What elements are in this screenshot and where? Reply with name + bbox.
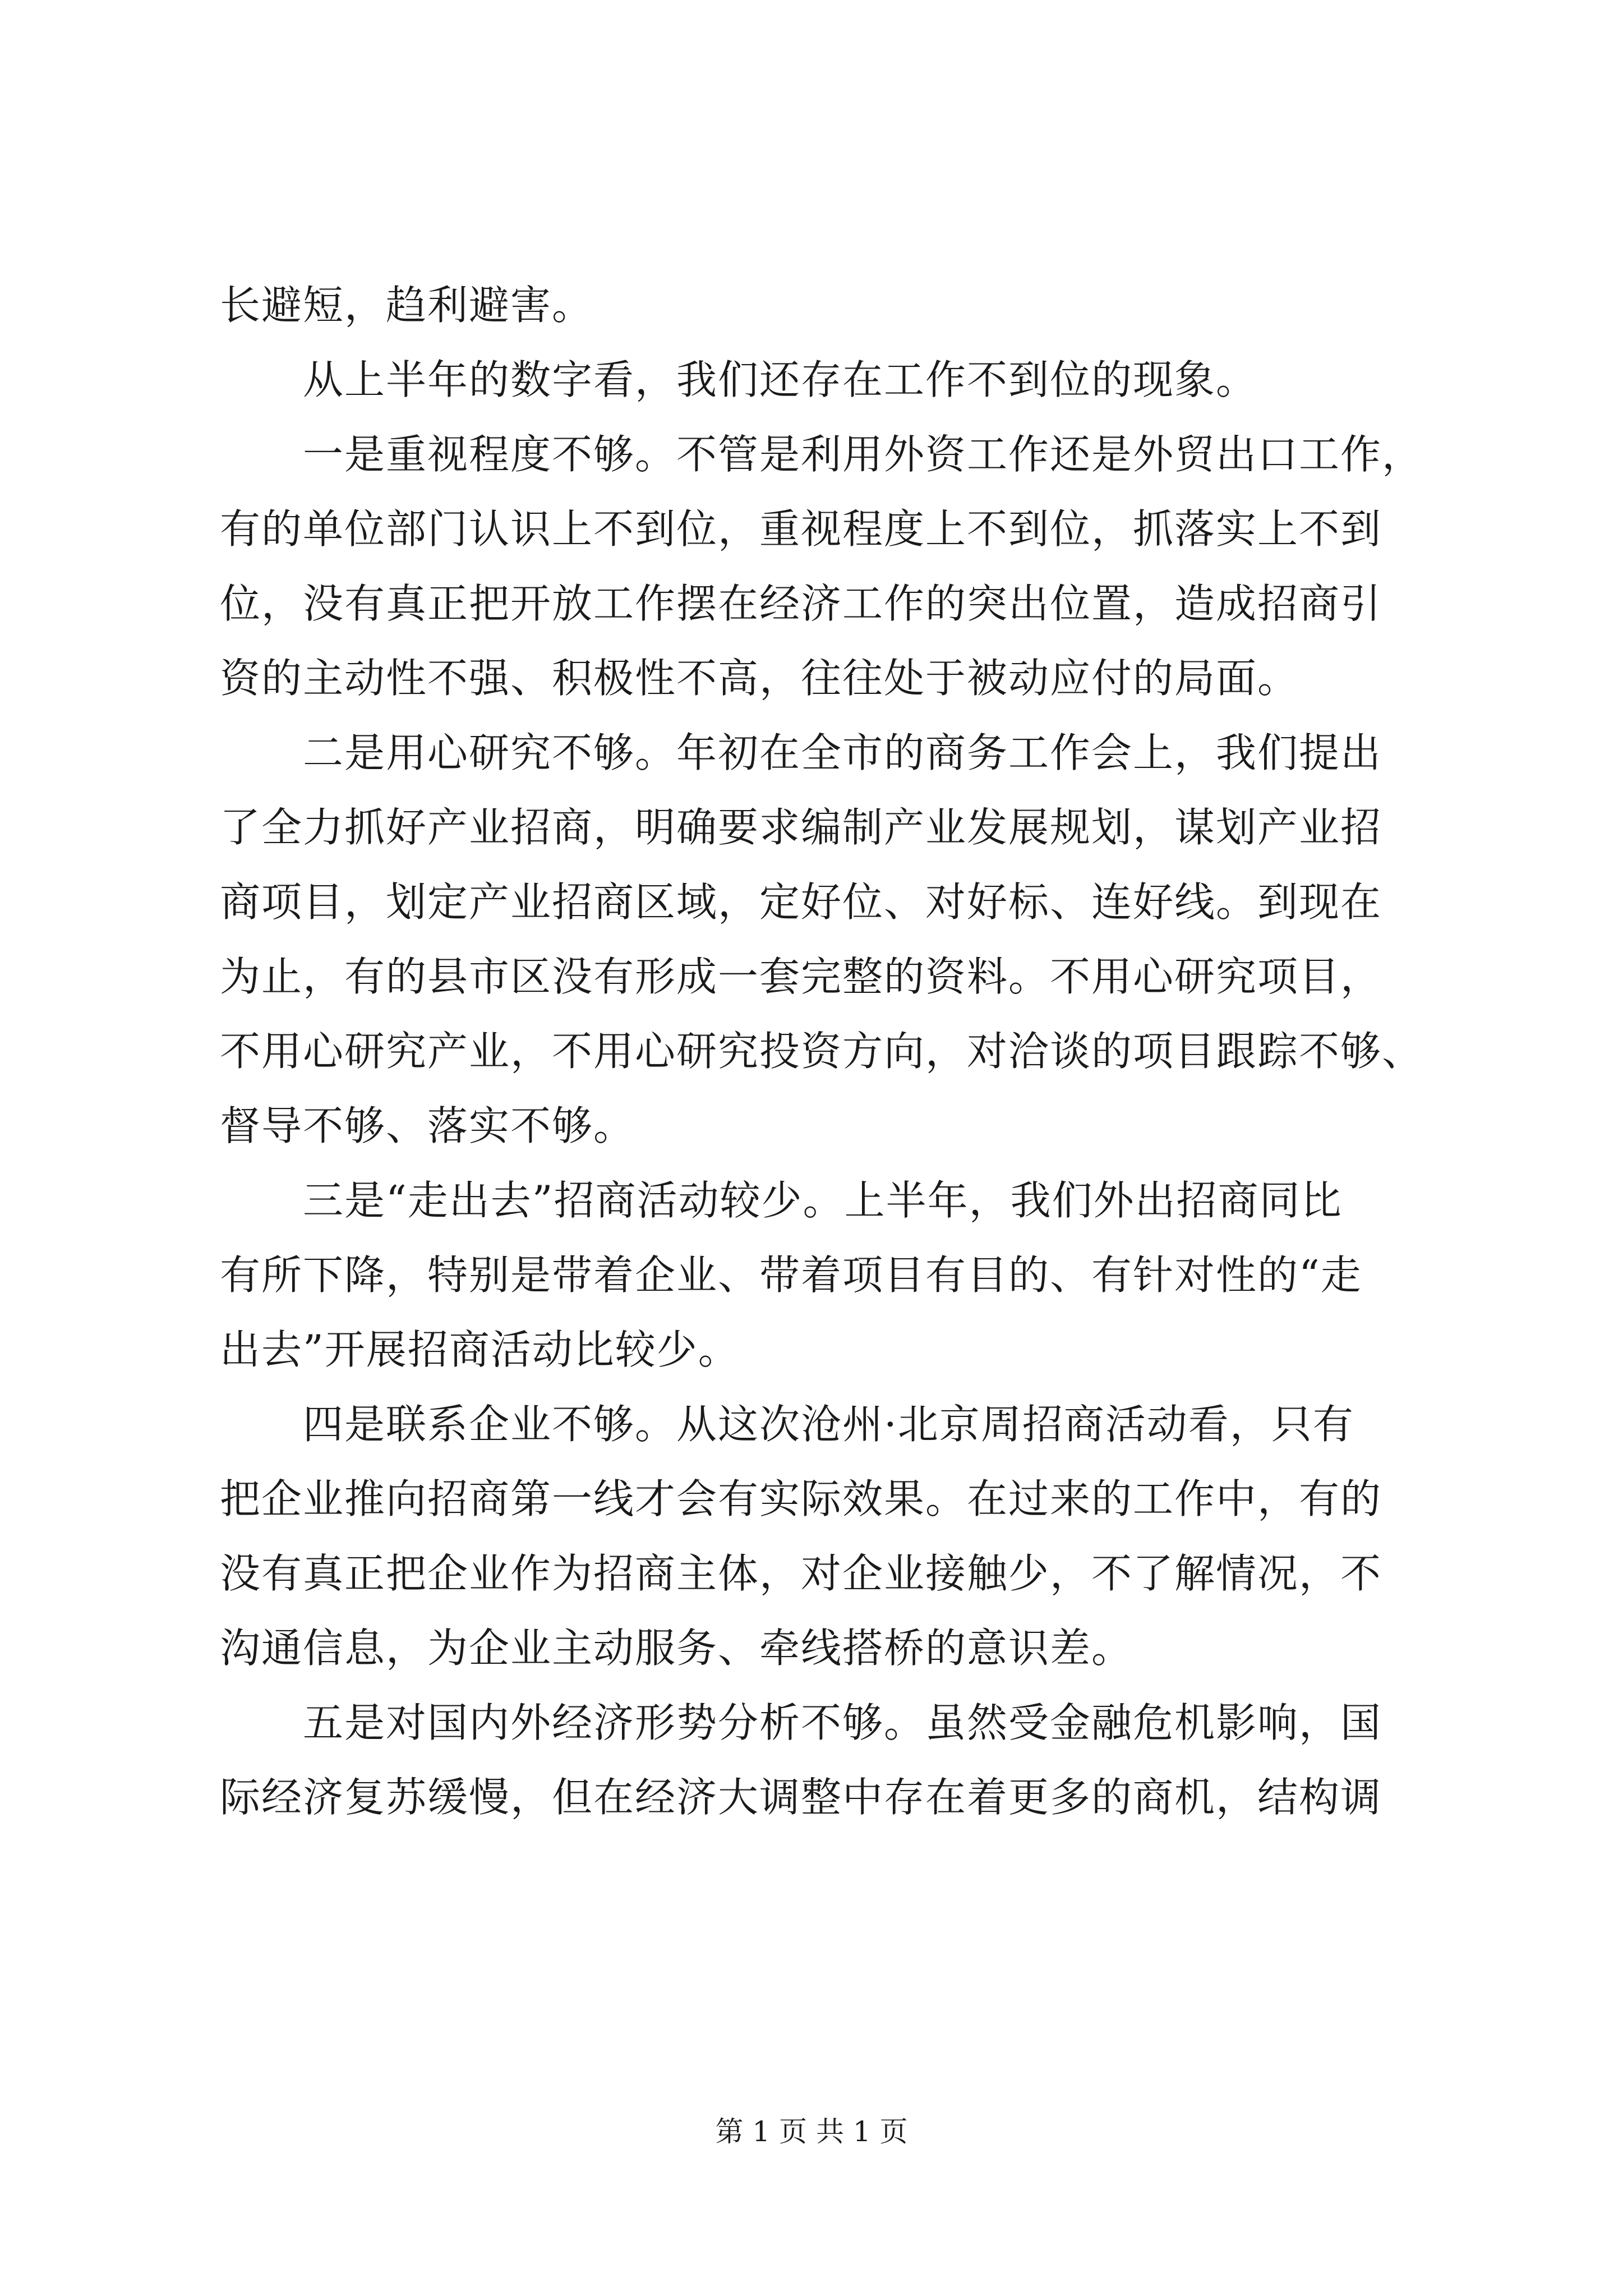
text-line: 有所下降，特别是带着企业、带着项目有目的、有针对性的“走 [220, 1251, 1362, 1299]
text-line: 商项目，划定产业招商区域，定好位、对好标、连好线。到现在 [220, 878, 1382, 926]
text-line: 有的单位部门认识上不到位，重视程度上不到位，抓落实上不到 [220, 505, 1382, 553]
page-number: 第 1 页 共 1 页 [715, 2115, 908, 2148]
paragraph-first-line: 二是用心研究不够。年初在全市的商务工作会上，我们提出 [303, 729, 1382, 776]
paragraph-first-line: 一是重视程度不够。不管是利用外资工作还是外贸出口工作， [303, 431, 1424, 478]
text-line: 位，没有真正把开放工作摆在经济工作的突出位置，造成招商引 [220, 580, 1382, 627]
text-line: 把企业推向招商第一线才会有实际效果。在过来的工作中，有的 [220, 1475, 1382, 1522]
document-body [220, 268, 1465, 1835]
text-line: 没有真正把企业作为招商主体，对企业接触少，不了解情况，不 [220, 1550, 1382, 1597]
text-line: 为止，有的县市区没有形成一套完整的资料。不用心研究项目， [220, 953, 1382, 1000]
text-line: 了全力抓好产业招商，明确要求编制产业发展规划，谋划产业招 [220, 804, 1382, 851]
text-line: 资的主动性不强、积极性不高，往往处于被动应付的局面。 [220, 655, 1299, 702]
text-line: 际经济复苏缓慢，但在经济大调整中存在着更多的商机，结构调 [220, 1774, 1382, 1821]
text-line: 长避短，趋利避害。 [220, 282, 594, 329]
text-line: 沟通信息，为企业主动服务、牵线搭桥的意识差。 [220, 1625, 1133, 1672]
paragraph-first-line: 五是对国内外经济形势分析不够。虽然受金融危机影响，国 [303, 1699, 1382, 1746]
page-footer [0, 2115, 1623, 2148]
text-line: 不用心研究产业，不用心研究投资方向，对洽谈的项目跟踪不够、 [220, 1028, 1424, 1075]
paragraph-first-line: 三是“走出去”招商活动较少。上半年，我们外出招商同比 [303, 1177, 1343, 1224]
paragraph-first-line: 从上半年的数字看，我们还存在工作不到位的现象。 [303, 356, 1258, 403]
paragraph-first-line: 四是联系企业不够。从这次沧州·北京周招商活动看，只有 [303, 1401, 1354, 1448]
text-line: 出去”开展招商活动比较少。 [220, 1326, 740, 1373]
text-line: 督导不够、落实不够。 [220, 1102, 635, 1149]
